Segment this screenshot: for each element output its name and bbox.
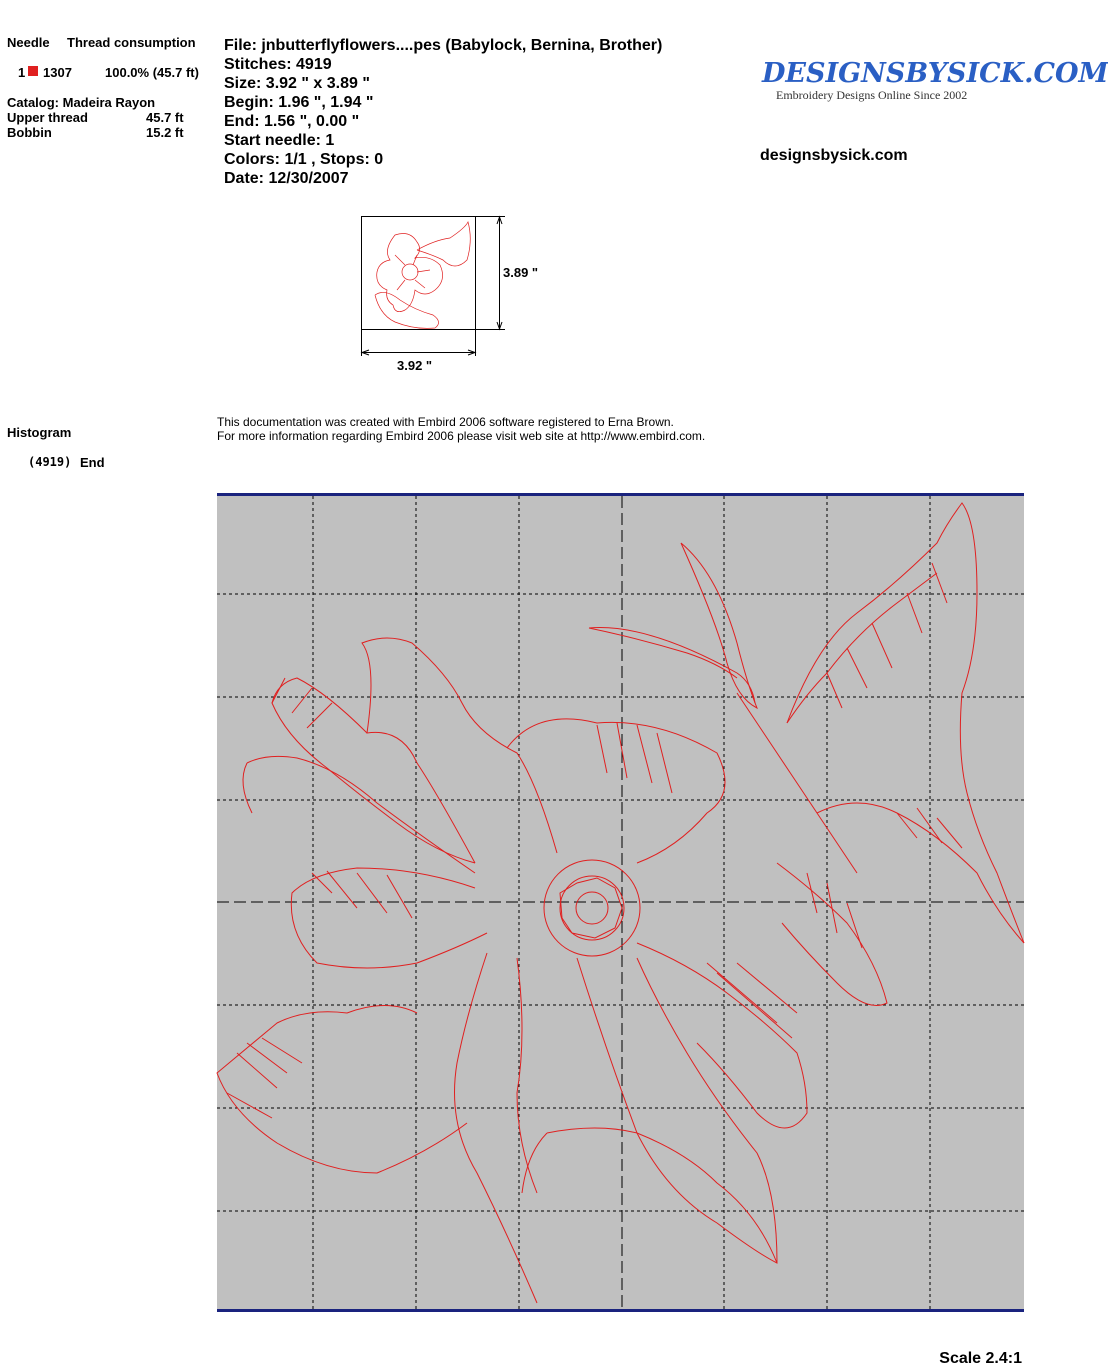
file-name: File: jnbutterflyflowers....pes (Babylock, Bernina, Brother) xyxy=(224,37,663,54)
histogram-count: (4919) xyxy=(28,455,72,469)
needle-header: Needle xyxy=(7,35,50,50)
logo-text: DESIGNSBYSICK.COM xyxy=(762,58,1108,89)
needle-number: 1 xyxy=(18,65,26,80)
bobbin-value: 15.2 ft xyxy=(146,125,184,140)
design-canvas xyxy=(217,493,1024,1312)
website-link[interactable]: designsbysick.com xyxy=(760,147,908,164)
upper-thread-value: 45.7 ft xyxy=(146,110,184,125)
logo xyxy=(762,58,1108,89)
catalog-label: Catalog: Madeira Rayon xyxy=(7,95,156,110)
begin-position: Begin: 1.96 ", 1.94 " xyxy=(224,94,374,111)
design-date: Date: 12/30/2007 xyxy=(224,170,349,187)
thread-color-swatch xyxy=(28,66,38,76)
bobbin-label: Bobbin xyxy=(7,125,52,140)
logo-tagline: Embroidery Designs Online Since 2002 xyxy=(776,88,968,102)
design-info xyxy=(224,36,662,188)
design-size: Size: 3.92 " x 3.89 " xyxy=(224,75,370,92)
upper-thread-label: Upper thread xyxy=(7,110,88,125)
scale-label: Scale 2.4:1 xyxy=(939,1350,1022,1367)
histogram-title: Histogram xyxy=(7,425,72,440)
width-label: 3.92 " xyxy=(397,358,433,373)
software-note-line2: For more information regarding Embird 2006 please visit web site at http://www.embird.com. xyxy=(217,429,706,443)
design-thumbnail xyxy=(355,210,555,385)
thread-consumption-value: 100.0% (45.7 ft) xyxy=(105,65,199,80)
height-label: 3.89 " xyxy=(503,265,539,280)
start-needle: Start needle: 1 xyxy=(224,132,335,149)
software-note-line1: This documentation was created with Embird 2006 software registered to Erna Brown. xyxy=(217,415,674,429)
thumbnail-frame xyxy=(362,217,476,330)
stitch-count: Stitches: 4919 xyxy=(224,56,332,73)
software-note xyxy=(217,415,705,443)
thread-code: 1307 xyxy=(43,65,72,80)
thread-consumption-header: Thread consumption xyxy=(67,35,196,50)
colors-stops: Colors: 1/1 , Stops: 0 xyxy=(224,151,384,168)
end-position: End: 1.56 ", 0.00 " xyxy=(224,113,360,130)
histogram-end-label: End xyxy=(80,455,105,470)
